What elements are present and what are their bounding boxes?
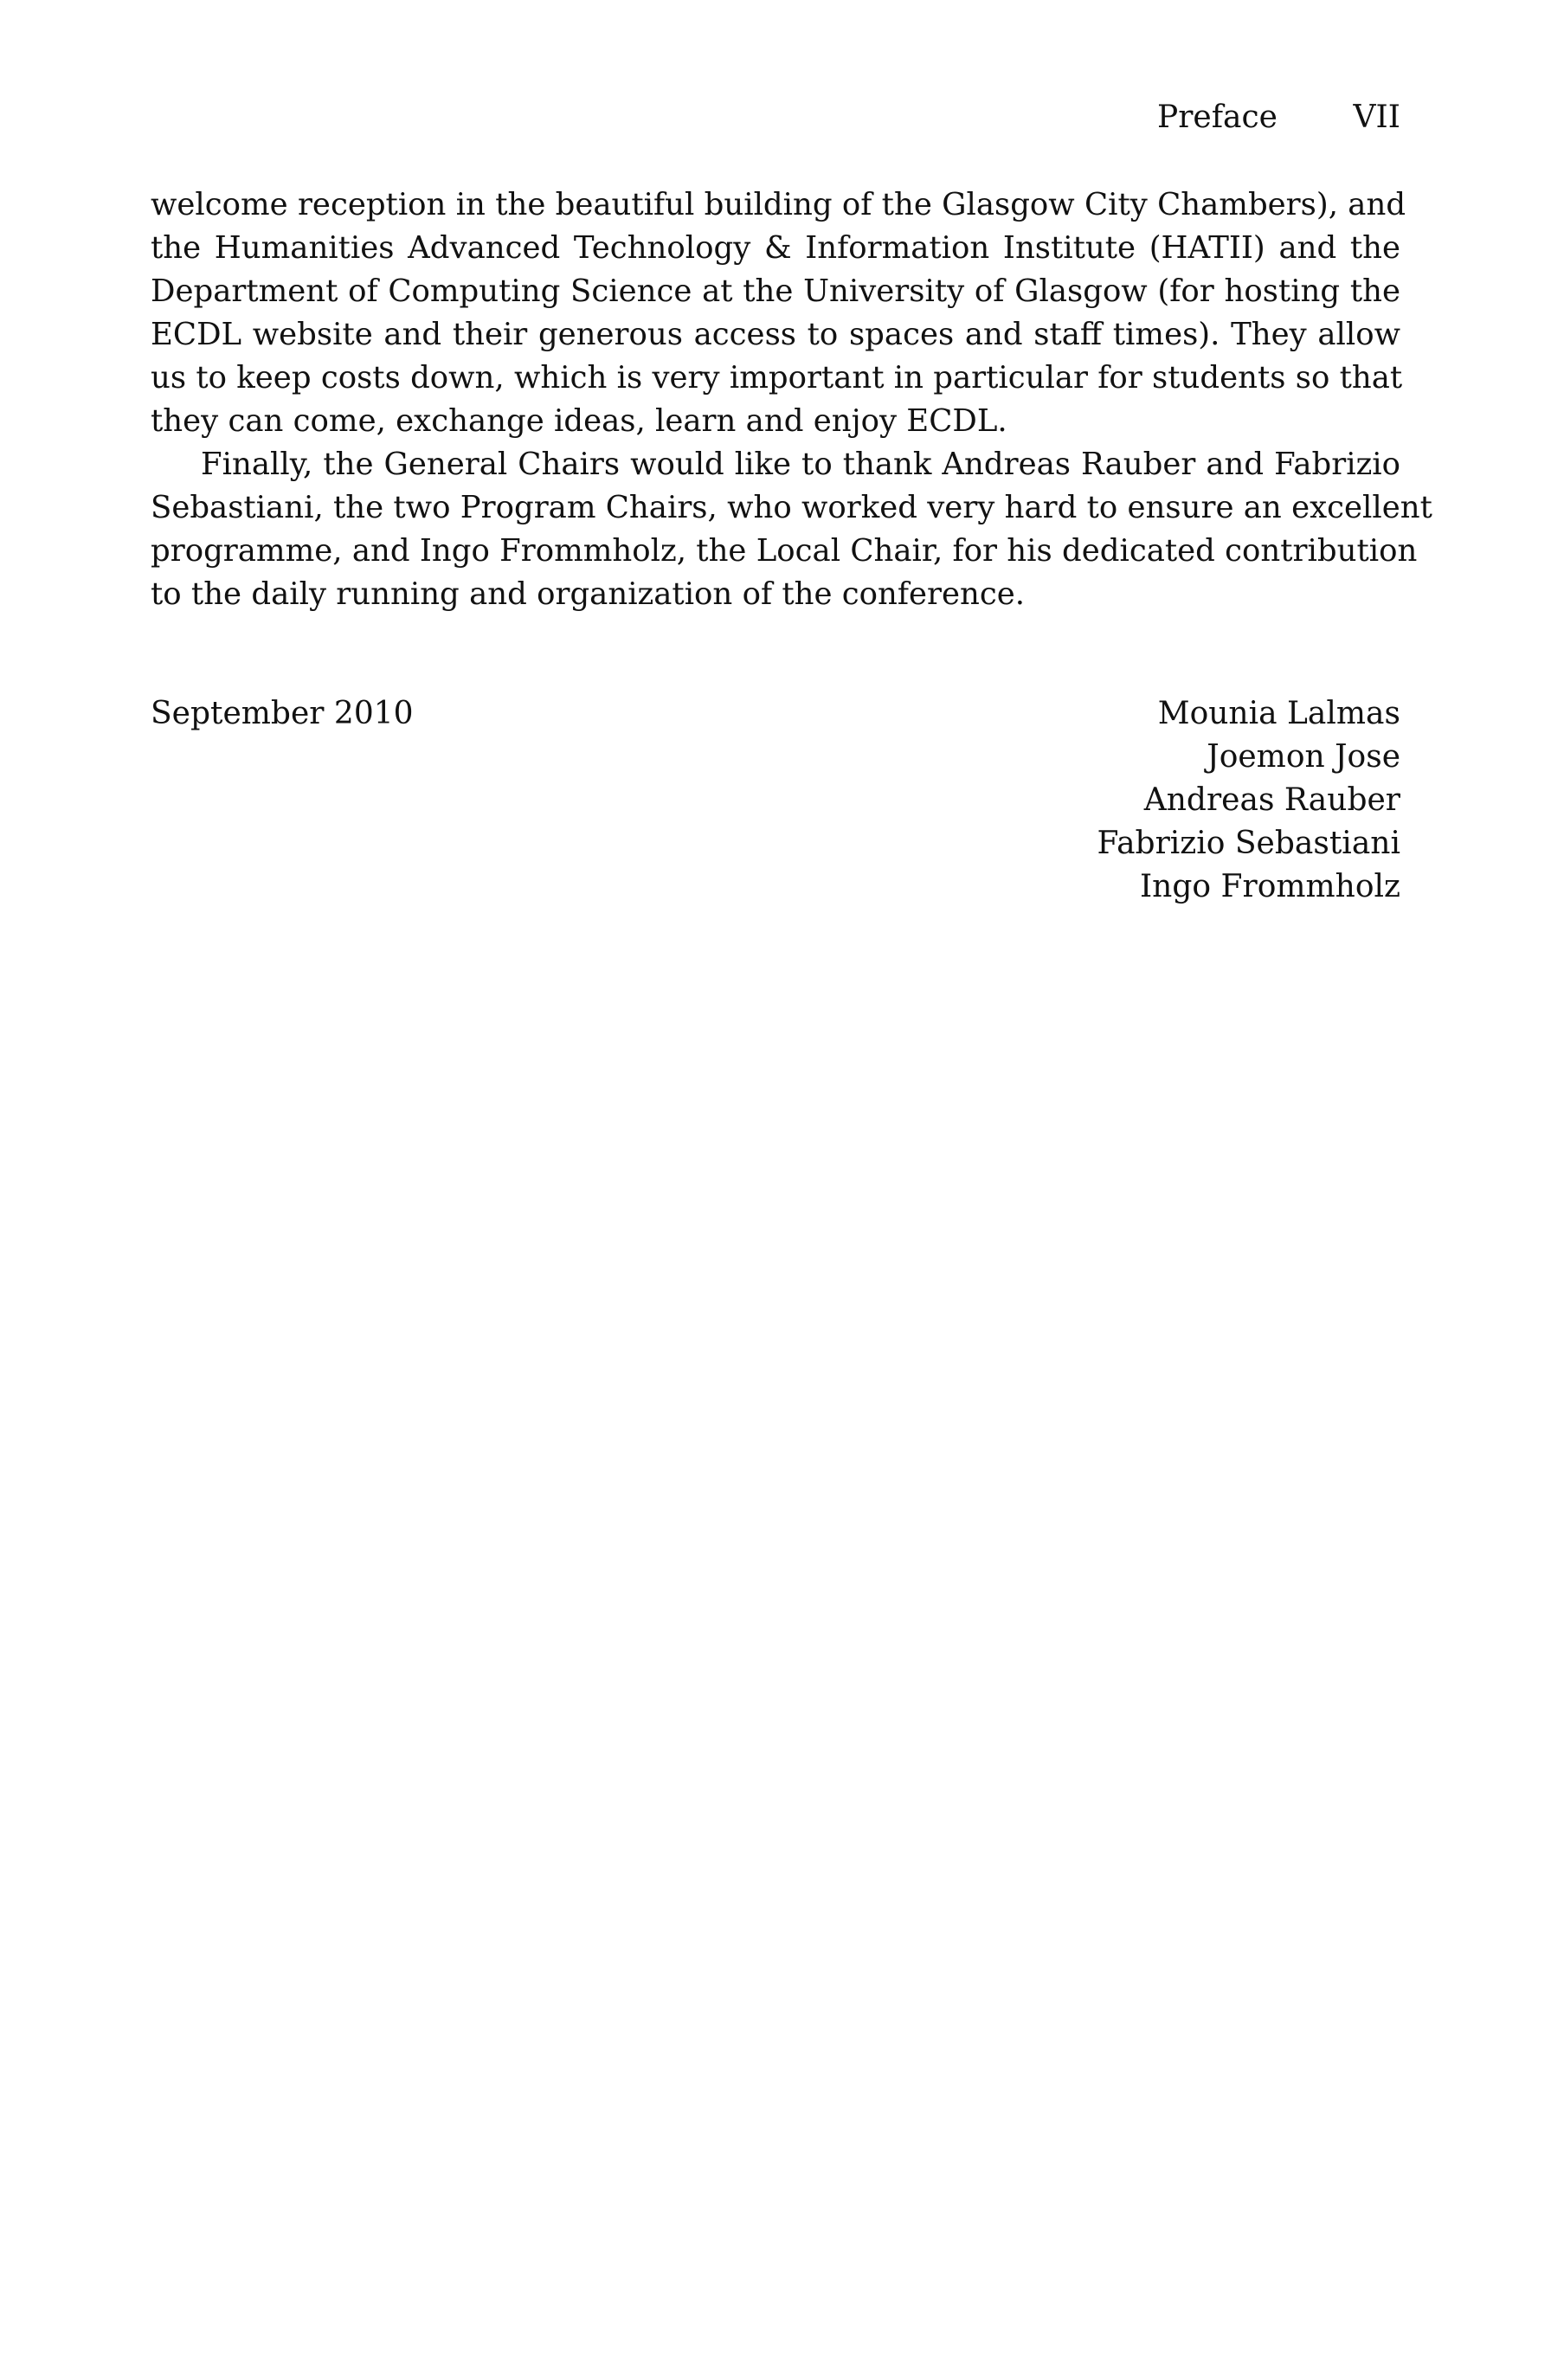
running-head-section: Preface: [1157, 100, 1277, 135]
text-line: Finally, the General Chairs would like to thank Andreas Rauber and Fabrizio: [201, 447, 1400, 482]
text-line: they can come, exchange ideas, learn and enjoy ECDL.: [151, 403, 1007, 439]
text-line: to the daily running and organization of the conference.: [151, 576, 1026, 612]
text-line: ECDL website and their generous access to spaces and staff times). They allow: [151, 317, 1400, 352]
running-head: [151, 93, 1400, 142]
signature-date: September 2010: [151, 696, 414, 731]
paragraph-acknowledgement: [151, 443, 1432, 616]
text-line: the Humanities Advanced Technology & Information Institute (HATII) and the: [151, 230, 1400, 266]
signatory-name: Mounia Lalmas: [1157, 696, 1400, 731]
text-line: us to keep costs down, which is very important in particular for students so that: [151, 360, 1403, 396]
text-line: Department of Computing Science at the University of Glasgow (for hosting the: [151, 273, 1400, 309]
paragraph-continued: [151, 183, 1406, 443]
body-text: [151, 183, 1432, 616]
text-line: welcome reception in the beautiful building of the Glasgow City Chambers), and: [151, 187, 1406, 222]
signatory-name: Ingo Frommholz: [1139, 869, 1400, 904]
text-line: programme, and Ingo Frommholz, the Local Chair, for his dedicated contribution: [151, 533, 1418, 569]
signatory-name: Andreas Rauber: [1143, 782, 1400, 818]
signatory-name: Joemon Jose: [1207, 739, 1400, 775]
text-line: Sebastiani, the two Program Chairs, who worked very hard to ensure an excellent: [151, 490, 1432, 525]
signatory-name: Fabrizio Sebastiani: [1097, 826, 1400, 861]
signatory-list: [1097, 692, 1400, 909]
page-number: VII: [1353, 100, 1400, 135]
